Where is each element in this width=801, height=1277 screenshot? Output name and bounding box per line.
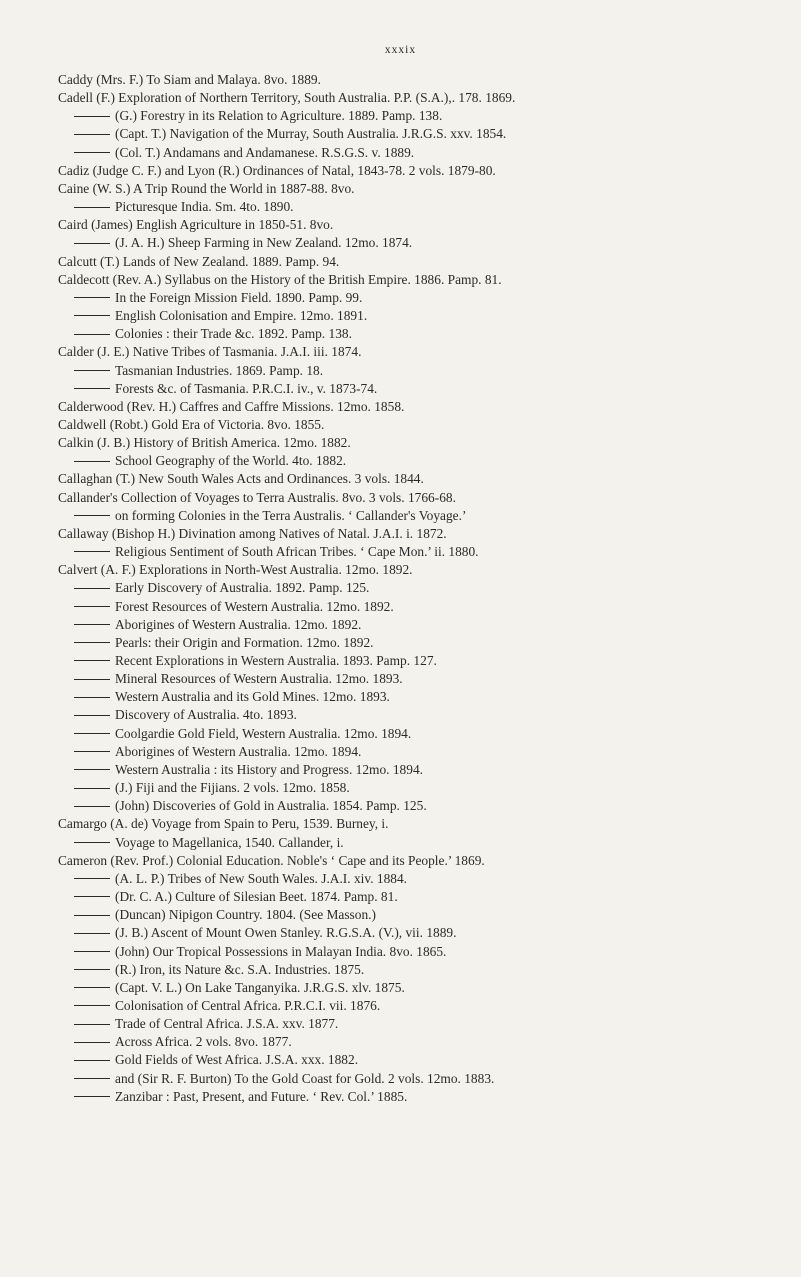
bibliography-entry-continuation bbox=[58, 979, 798, 997]
ditto-dash bbox=[74, 1096, 110, 1097]
entry-text: (G.) Forestry in its Relation to Agriculture. 1889. Pamp. 138. bbox=[115, 108, 443, 124]
entry-text: English Colonisation and Empire. 12mo. 1891. bbox=[115, 308, 368, 324]
bibliography-entry bbox=[58, 253, 798, 271]
entry-text: Western Australia : its History and Progress. 12mo. 1894. bbox=[115, 761, 423, 777]
entry-text: Forests &c. of Tasmania. P.R.C.I. iv., v. 1873-74. bbox=[115, 380, 378, 396]
bibliography-entry-continuation bbox=[58, 452, 798, 470]
ditto-dash bbox=[74, 588, 110, 589]
entry-text: Aborigines of Western Australia. 12mo. 1894. bbox=[115, 743, 362, 759]
entry-text: (Capt. T.) Navigation of the Murray, South Australia. J.R.G.S. xxv. 1854. bbox=[115, 126, 507, 142]
bibliography-entry-continuation bbox=[58, 289, 798, 307]
entry-text: Calkin (J. B.) History of British America. 12mo. 1882. bbox=[58, 435, 351, 451]
entry-text: Aborigines of Western Australia. 12mo. 1892. bbox=[115, 616, 362, 632]
ditto-dash bbox=[74, 642, 110, 643]
entry-text: (Dr. C. A.) Culture of Silesian Beet. 1874. Pamp. 81. bbox=[115, 889, 398, 905]
entry-text: Across Africa. 2 vols. 8vo. 1877. bbox=[115, 1034, 292, 1050]
ditto-dash bbox=[74, 334, 110, 335]
bibliography-entry bbox=[58, 216, 798, 234]
bibliography-entry-continuation bbox=[58, 107, 798, 125]
entry-text: Cameron (Rev. Prof.) Colonial Education. Noble's ‘ Cape and its People.’ 1869. bbox=[58, 852, 485, 868]
entry-text: (A. L. P.) Tribes of New South Wales. J.A.I. xiv. 1884. bbox=[115, 870, 408, 886]
ditto-dash bbox=[74, 660, 110, 661]
entry-text: (J. B.) Ascent of Mount Owen Stanley. R.G.S.A. (V.), vii. 1889. bbox=[115, 925, 457, 941]
entry-text: Western Australia and its Gold Mines. 12mo. 1893. bbox=[115, 689, 390, 705]
bibliography-entry-continuation bbox=[58, 616, 798, 634]
ditto-dash bbox=[74, 624, 110, 625]
ditto-dash bbox=[74, 842, 110, 843]
ditto-dash bbox=[74, 551, 110, 552]
bibliography-entry-continuation bbox=[58, 779, 798, 797]
page-number: xxxix bbox=[384, 44, 417, 56]
entry-text: School Geography of the World. 4to. 1882. bbox=[115, 453, 347, 469]
bibliography-entry-continuation bbox=[58, 234, 798, 252]
bibliography-entry-continuation bbox=[58, 543, 798, 561]
bibliography-entry bbox=[58, 852, 798, 870]
ditto-dash bbox=[74, 1060, 110, 1061]
bibliography-entry-continuation bbox=[58, 743, 798, 761]
entry-text: Callaway (Bishop H.) Divination among Natives of Natal. J.A.I. i. 1872. bbox=[58, 525, 447, 541]
bibliography-entry bbox=[58, 162, 798, 180]
bibliography-entry-continuation bbox=[58, 507, 798, 525]
entry-text: (John) Discoveries of Gold in Australia. 1854. Pamp. 125. bbox=[115, 798, 427, 814]
ditto-dash bbox=[74, 788, 110, 789]
bibliography-entry-continuation bbox=[58, 325, 798, 343]
entry-text: Calder (J. E.) Native Tribes of Tasmania. J.A.I. iii. 1874. bbox=[58, 344, 362, 360]
entry-text: (R.) Iron, its Nature &c. S.A. Industries. 1875. bbox=[115, 961, 365, 977]
bibliography-entry bbox=[58, 525, 798, 543]
entry-text: Voyage to Magellanica, 1540. Callander, i. bbox=[115, 834, 344, 850]
bibliography-entry-continuation bbox=[58, 997, 798, 1015]
entry-text: Recent Explorations in Western Australia. 1893. Pamp. 127. bbox=[115, 653, 437, 668]
ditto-dash bbox=[74, 933, 110, 934]
ditto-dash bbox=[74, 969, 110, 970]
bibliography-entry-continuation bbox=[58, 961, 798, 979]
entry-text: Caldwell (Robt.) Gold Era of Victoria. 8vo. 1855. bbox=[58, 416, 325, 432]
bibliography-entry-continuation bbox=[58, 834, 798, 852]
entry-text: (J. A. H.) Sheep Farming in New Zealand. 12mo. 1874. bbox=[115, 235, 413, 251]
entry-text: Cadiz (Judge C. F.) and Lyon (R.) Ordinances of Natal, 1843-78. 2 vols. 1879-80. bbox=[58, 162, 496, 178]
ditto-dash bbox=[74, 1005, 110, 1006]
ditto-dash bbox=[74, 987, 110, 988]
entry-text: Discovery of Australia. 4to. 1893. bbox=[115, 707, 297, 723]
bibliography-entry-continuation bbox=[58, 943, 798, 961]
entry-text: on forming Colonies in the Terra Australis. ‘ Callander's Voyage.’ bbox=[115, 507, 467, 523]
bibliography-entry bbox=[58, 434, 798, 452]
ditto-dash bbox=[74, 461, 110, 462]
entry-text: Trade of Central Africa. J.S.A. xxv. 1877. bbox=[115, 1016, 339, 1032]
bibliography-entry bbox=[58, 561, 798, 579]
bibliography-entry-continuation bbox=[58, 125, 798, 143]
bibliography-entry-continuation bbox=[58, 380, 798, 398]
ditto-dash bbox=[74, 769, 110, 770]
bibliography-entry-continuation bbox=[58, 362, 798, 380]
ditto-dash bbox=[74, 915, 110, 916]
entry-text: Caird (James) English Agriculture in 1850-51. 8vo. bbox=[58, 217, 334, 233]
ditto-dash bbox=[74, 116, 110, 117]
ditto-dash bbox=[74, 1024, 110, 1025]
entry-text: Callaghan (T.) New South Wales Acts and Ordinances. 3 vols. 1844. bbox=[58, 471, 424, 487]
entry-text: Calderwood (Rev. H.) Caffres and Caffre Missions. 12mo. 1858. bbox=[58, 398, 405, 414]
ditto-dash bbox=[74, 207, 110, 208]
ditto-dash bbox=[74, 896, 110, 897]
bibliography-entry-continuation bbox=[58, 652, 798, 670]
ditto-dash bbox=[74, 806, 110, 807]
bibliography-entry-continuation bbox=[58, 634, 798, 652]
ditto-dash bbox=[74, 134, 110, 135]
ditto-dash bbox=[74, 297, 110, 298]
entry-text: Colonisation of Central Africa. P.R.C.I. vii. 1876. bbox=[115, 997, 381, 1013]
ditto-dash bbox=[74, 679, 110, 680]
entry-text: Colonies : their Trade &c. 1892. Pamp. 138. bbox=[115, 326, 352, 342]
entry-text: Zanzibar : Past, Present, and Future. ‘ Rev. Col.’ 1885. bbox=[115, 1088, 408, 1104]
bibliography-entry bbox=[58, 343, 798, 361]
entry-text: and (Sir R. F. Burton) To the Gold Coast for Gold. 2 vols. 12mo. 1883. bbox=[115, 1070, 495, 1086]
bibliography-entry-continuation bbox=[58, 761, 798, 779]
ditto-dash bbox=[74, 715, 110, 716]
bibliography-entry bbox=[58, 271, 798, 289]
bibliography-entry-continuation bbox=[58, 1033, 798, 1051]
entry-text: Early Discovery of Australia. 1892. Pamp. 125. bbox=[115, 580, 370, 596]
bibliography-entry-continuation bbox=[58, 924, 798, 942]
entry-text: Mineral Resources of Western Australia. 12mo. 1893. bbox=[115, 671, 403, 687]
bibliography-entry-continuation bbox=[58, 307, 798, 325]
ditto-dash bbox=[74, 388, 110, 389]
bibliography-list bbox=[58, 71, 798, 1106]
entry-text: Religious Sentiment of South African Tribes. ‘ Cape Mon.’ ii. 1880. bbox=[115, 544, 479, 560]
ditto-dash bbox=[74, 515, 110, 516]
bibliography-entry-continuation bbox=[58, 888, 798, 906]
ditto-dash bbox=[74, 152, 110, 153]
bibliography-entry-continuation bbox=[58, 670, 798, 688]
bibliography-entry-continuation bbox=[58, 144, 798, 162]
bibliography-entry-continuation bbox=[58, 688, 798, 706]
entry-text: Picturesque India. Sm. 4to. 1890. bbox=[115, 199, 294, 215]
bibliography-entry-continuation bbox=[58, 1070, 798, 1088]
ditto-dash bbox=[74, 733, 110, 734]
entry-text: (Capt. V. L.) On Lake Tanganyika. J.R.G.S. xlv. 1875. bbox=[115, 979, 405, 995]
entry-text: Gold Fields of West Africa. J.S.A. xxx. 1882. bbox=[115, 1052, 359, 1068]
bibliography-entry-continuation bbox=[58, 198, 798, 216]
entry-text: Caddy (Mrs. F.) To Siam and Malaya. 8vo. 1889. bbox=[58, 72, 321, 87]
bibliography-entry bbox=[58, 815, 798, 833]
entry-text: Tasmanian Industries. 1869. Pamp. 18. bbox=[115, 362, 324, 378]
bibliography-entry-continuation bbox=[58, 1088, 798, 1106]
ditto-dash bbox=[74, 697, 110, 698]
entry-text: Pearls: their Origin and Formation. 12mo. 1892. bbox=[115, 634, 374, 650]
entry-text: Caine (W. S.) A Trip Round the World in 1887-88. 8vo. bbox=[58, 180, 355, 196]
bibliography-entry bbox=[58, 89, 798, 107]
bibliography-entry-continuation bbox=[58, 579, 798, 597]
entry-text: Calvert (A. F.) Explorations in North-West Australia. 12mo. 1892. bbox=[58, 562, 413, 578]
bibliography-entry bbox=[58, 416, 798, 434]
entry-text: Callander's Collection of Voyages to Terra Australis. 8vo. 3 vols. 1766-68. bbox=[58, 489, 456, 505]
entry-text: (Duncan) Nipigon Country. 1804. (See Masson.) bbox=[115, 907, 376, 923]
bibliography-entry bbox=[58, 470, 798, 488]
ditto-dash bbox=[74, 315, 110, 316]
entry-text: Cadell (F.) Exploration of Northern Territory, South Australia. P.P. (S.A.),. 178. 1869. bbox=[58, 90, 516, 106]
ditto-dash bbox=[74, 370, 110, 371]
bibliography-entry bbox=[58, 71, 798, 89]
ditto-dash bbox=[74, 1078, 110, 1079]
entry-text: Coolgardie Gold Field, Western Australia. 12mo. 1894. bbox=[115, 725, 412, 741]
entry-text: Forest Resources of Western Australia. 12mo. 1892. bbox=[115, 598, 394, 614]
entry-text: Calcutt (T.) Lands of New Zealand. 1889. Pamp. 94. bbox=[58, 253, 340, 269]
entry-text: Caldecott (Rev. A.) Syllabus on the History of the British Empire. 1886. Pamp. 81. bbox=[58, 271, 502, 287]
bibliography-entry bbox=[58, 398, 798, 416]
bibliography-entry-continuation bbox=[58, 725, 798, 743]
ditto-dash bbox=[74, 243, 110, 244]
bibliography-entry-continuation bbox=[58, 797, 798, 815]
entry-text: (John) Our Tropical Possessions in Malayan India. 8vo. 1865. bbox=[115, 943, 447, 959]
bibliography-entry-continuation bbox=[58, 1051, 798, 1069]
bibliography-entry-continuation bbox=[58, 870, 798, 888]
bibliography-entry-continuation bbox=[58, 1015, 798, 1033]
bibliography-entry bbox=[58, 489, 798, 507]
ditto-dash bbox=[74, 1042, 110, 1043]
entry-text: In the Foreign Mission Field. 1890. Pamp. 99. bbox=[115, 289, 363, 305]
ditto-dash bbox=[74, 878, 110, 879]
entry-text: (J.) Fiji and the Fijians. 2 vols. 12mo. 1858. bbox=[115, 780, 350, 796]
ditto-dash bbox=[74, 951, 110, 952]
bibliography-entry-continuation bbox=[58, 906, 798, 924]
entry-text: Camargo (A. de) Voyage from Spain to Peru, 1539. Burney, i. bbox=[58, 816, 389, 832]
ditto-dash bbox=[74, 606, 110, 607]
bibliography-entry-continuation bbox=[58, 598, 798, 616]
bibliography-entry bbox=[58, 180, 798, 198]
entry-text: (Col. T.) Andamans and Andamanese. R.S.G.S. v. 1889. bbox=[115, 144, 415, 160]
bibliography-entry-continuation bbox=[58, 706, 798, 724]
ditto-dash bbox=[74, 751, 110, 752]
